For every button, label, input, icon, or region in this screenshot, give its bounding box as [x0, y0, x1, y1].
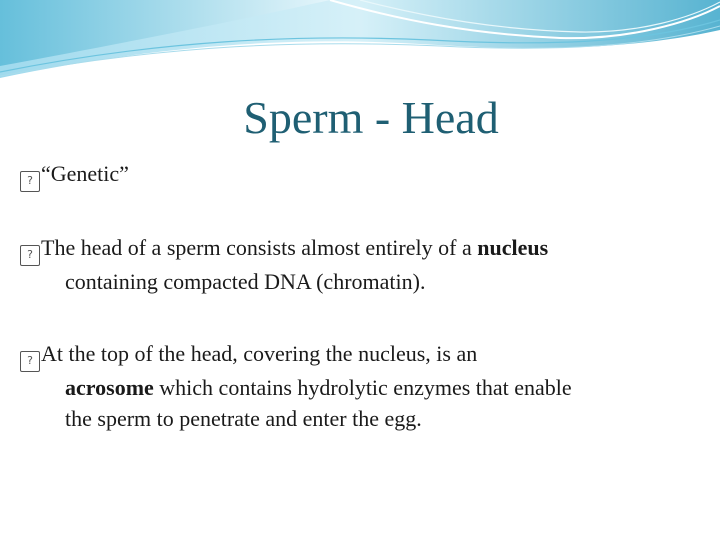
bullet-text: “Genetic”	[41, 161, 129, 186]
decorative-wave-header	[0, 0, 720, 90]
bullet-text: containing compacted DNA (chromatin).	[65, 269, 426, 294]
bullet-keyword-acrosome: acrosome	[65, 375, 154, 400]
bullet-item-3	[20, 338, 680, 434]
bullet-marker-icon: ?	[20, 245, 40, 266]
bullet-item-1	[20, 158, 680, 192]
bullet-keyword-nucleus: nucleus	[477, 235, 549, 260]
bullet-line	[20, 232, 680, 266]
bullet-line	[20, 372, 680, 403]
bullet-item-2	[20, 232, 680, 297]
bullet-line	[20, 403, 680, 434]
bullet-text: The head of a sperm consists almost entirely of a	[41, 235, 478, 260]
bullet-marker-icon: ?	[20, 351, 40, 372]
bullet-line	[20, 338, 680, 372]
slide-title: Sperm - Head	[243, 92, 499, 143]
bullet-text: which contains hydrolytic enzymes that enable	[153, 375, 572, 400]
bullet-text: the sperm to penetrate and enter the egg.	[65, 406, 422, 431]
bullet-text: At the top of the head, covering the nucleus, is an	[41, 341, 478, 366]
bullet-line	[20, 266, 680, 297]
bullet-marker-icon: ?	[20, 171, 40, 192]
bullet-line	[20, 158, 680, 192]
